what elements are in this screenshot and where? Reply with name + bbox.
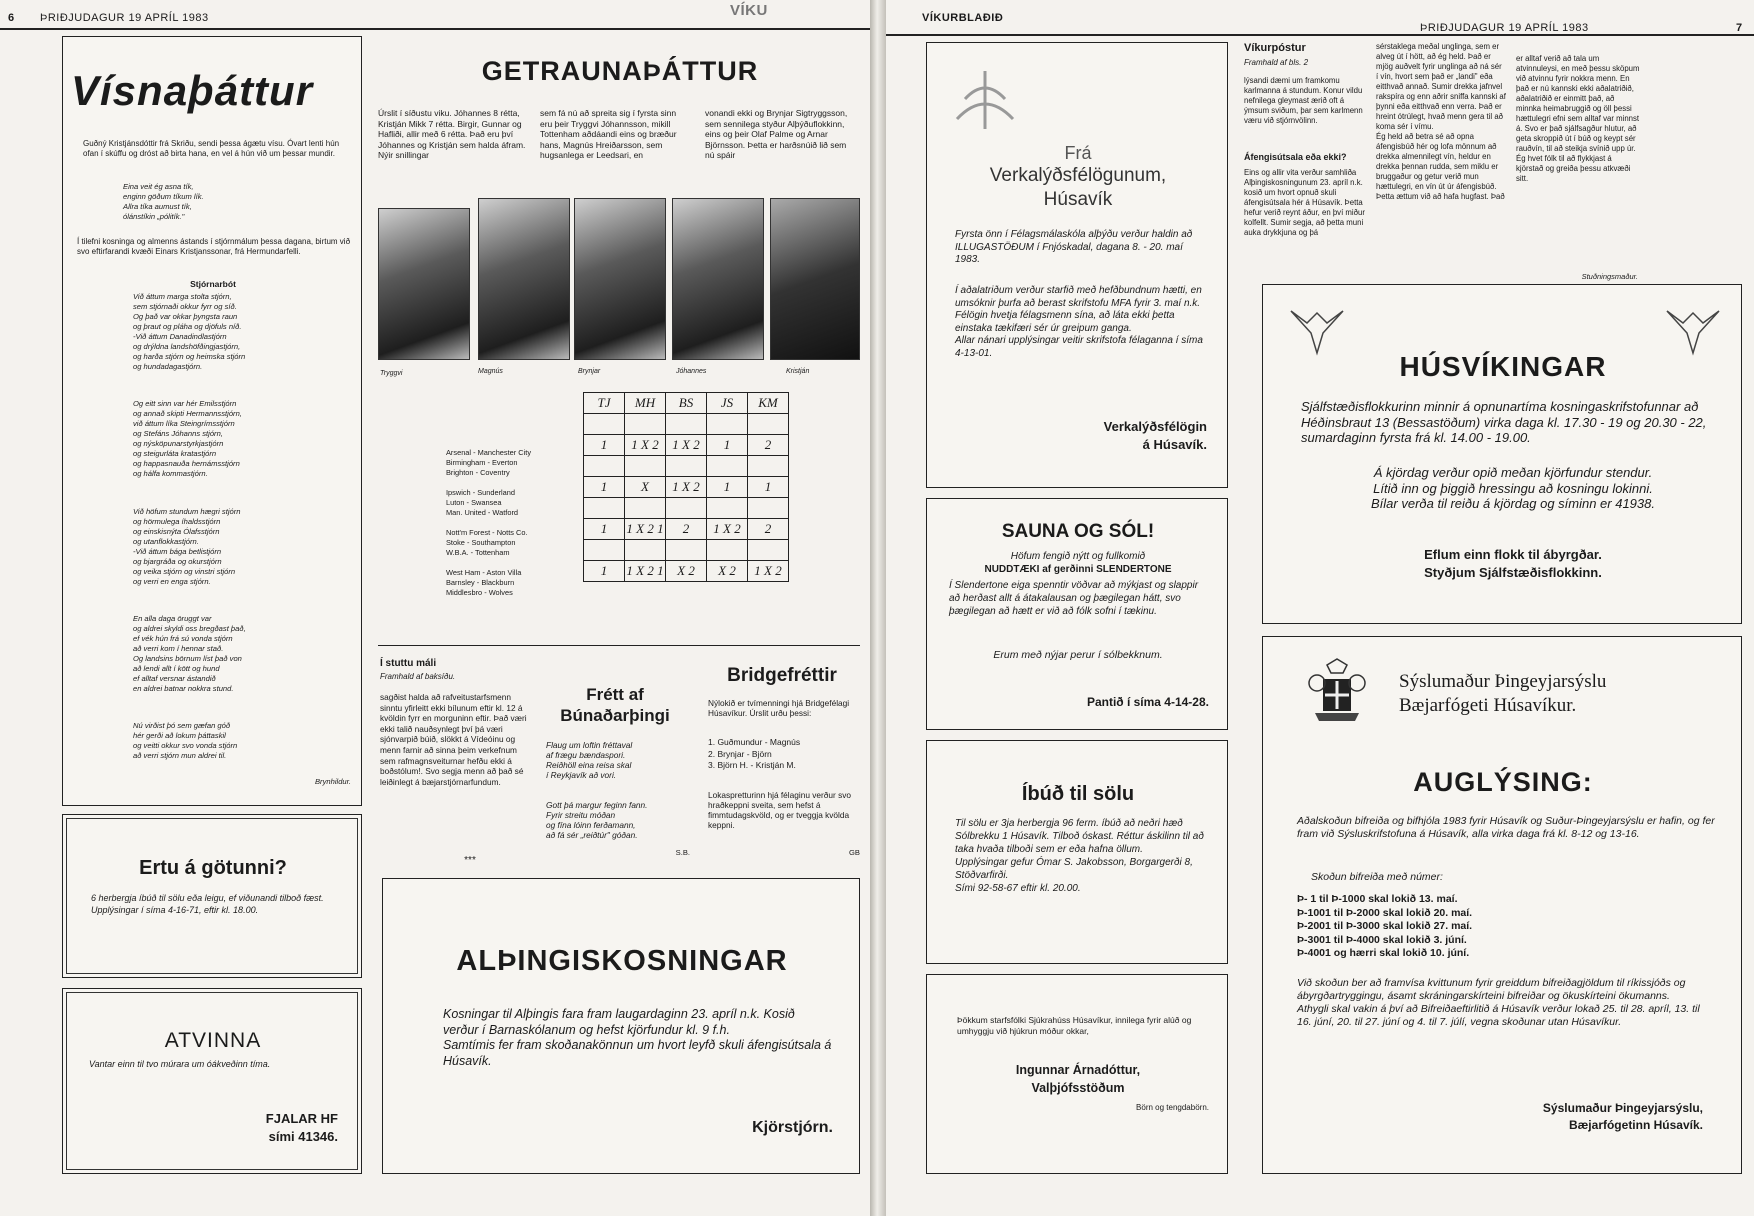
pick-cell: 1 [584, 477, 625, 498]
pick-cell: 1 [707, 435, 748, 456]
picks-header-cell: JS [707, 393, 748, 414]
husvikingar-body: Sjálfstæðisflokkurinn minnir á opnunartíma kosningaskrifstofunnar að Héðinsbraut 13 (Bessastöðum) virka daga kl. 17.30 - 19 og 20.30 - 22, sumardaginn fyrsta frá kl. 14.00 - 19.00. [1301, 399, 1707, 445]
poem-stanza-1: Við áttum marga stolta stjórn, sem stjórnaði okkur fyrr og síð. Og það var okkar þyngsta raun og þraut og pláha og djöfuls níð. -Við áttum Danadindlastjórn og drýldna landshöfðingjastjórn, og harða stjórn og heimska stjórn og hundadagastjórn. [133, 292, 246, 371]
match-item: Nott'm Forest - Notts Co. [446, 528, 528, 537]
coat-of-arms-icon [1307, 657, 1367, 727]
visnathattur-signature: Brynhildur. [314, 777, 351, 786]
getraun-col-1: Úrslit í síðustu viku. Jóhannes 8 rétta, Kristján Mikk 7 rétta. Birgir, Gunnar og Hafliði, allir með 6 rétta. Það eru því Jóhannes og Kristján sem halda áfram. Nýir snillingar [378, 108, 526, 160]
verkalyds-box [926, 42, 1228, 488]
syslu-box [1262, 636, 1742, 1174]
vikurpostur-body-1: lýsandi dæmi um framkomu karlmanna á stundum. Konur vildu nefnilega gleymast ærið oft á ýmsum sviðum, þar sem karlmenn væru við stjórnvölinn. [1244, 76, 1363, 125]
atvinna-body: Vantar einn til tvo múrara um óákveðinn tíma. [89, 1059, 271, 1069]
match-item: Middlesbro - Wolves [446, 588, 513, 597]
match-item: Birmingham - Everton [446, 458, 518, 467]
sauna-title: SAUNA OG SÓL! [1001, 521, 1155, 542]
thanks-sign: Börn og tengdabörn. [1136, 1103, 1209, 1112]
sauna-body-4: Erum með nýjar perur í sólbekknum. [993, 649, 1163, 661]
sauna-body-2: NUDDTÆKI af gerðinni SLENDERTONE [984, 564, 1172, 575]
photo-magnus [478, 198, 570, 360]
sauna-sign: Pantið í síma 4-14-28. [1086, 695, 1209, 709]
syslu-title: AUGLÝSING: [1413, 767, 1593, 797]
bunadar-sign: S.B. [675, 848, 690, 857]
bridge-body: Nýlokið er tvímenningi hjá Bridgefélagi Húsavíkur. Úrslit urðu þessi: [708, 698, 850, 718]
header-rule-left [0, 28, 870, 30]
caption-magnus: Magnús [478, 368, 503, 375]
bridge-title: Bridgefréttir [727, 665, 837, 686]
ibud-title: Íbúð til sölu [1021, 783, 1135, 805]
visnathattur-box [62, 36, 362, 806]
photo-kristjan [770, 198, 860, 360]
pick-cell: 1 X 2 [748, 561, 789, 582]
atvinna-title: ATVINNA [164, 1029, 262, 1052]
verkalyds-sign-2: á Húsavík. [1142, 437, 1207, 452]
poem-stanza-2: Og eitt sinn var hér Emilsstjórn og annað skipti Hermannsstjórn, við áttum líka Steingrímsstjórn og Stefáns Jóhanns stjórn, og nýsköpunarstyrkjastjórn og steigurláta kratastjórn og happasnauða hernámsstjórn og hálfa kommastjórn. [133, 399, 242, 478]
syslu-body-2: Við skoðun ber að framvísa kvittunum fyrir greiddum bifreiðagjöldum til ríkissjóðs og ábyrgðartryggingu, ásamt skráningarskírteini bifreiðar og ökuskírteini ökumanns. Athygli skal vakin á því að Bifreiðaeftirlitið á Húsavík verður lokað 25. til 28. apríl, 13. til 16. júní, 20. til 27. júní og 4. til 7. júlí, vegna skoðunar utan Húsavíkur. [1297, 977, 1700, 1028]
husvikingar-title: HÚSVÍKINGAR [1399, 351, 1607, 382]
ibud-body: Til sölu er 3ja herbergja 96 ferm. íbúð að neðri hæð Sólbrekku 1 Húsavík. Tilboð óskast. Réttur áskilinn til að taka hvaða tilboði sem er eða hafna öllum. Upplýsingar gefur Ómar S. Jakobsson, Borgargerði 8, Stöðvarfirði. Sími 92-58-67 eftir kl. 20.00. [955, 818, 1204, 894]
poem-title: Stjórnarbót [190, 279, 236, 289]
pick-cell: 1 X 2 [625, 435, 666, 456]
picks-header-cell: MH [625, 393, 666, 414]
picks-row [584, 498, 789, 519]
verkalyds-title-2: Verkalýðsfélögunum, [989, 165, 1167, 186]
husvikingar-sign-2: Styðjum Sjálfstæðisflokkinn. [1424, 565, 1602, 580]
syslu-sign-1: Sýslumaður Þingeyjarsýslu, [1542, 1101, 1703, 1115]
pick-cell: 1 [707, 477, 748, 498]
match-item: Stoke - Southampton [446, 538, 516, 547]
right-page [886, 0, 1754, 1216]
date-right: ÞRIÐJUDAGUR 19 APRÍL 1983 [1420, 22, 1589, 34]
pick-cell: 2 [666, 519, 707, 540]
althingis-sign: Kjörstjórn. [752, 1119, 833, 1136]
picks-row [584, 561, 789, 582]
verkalyds-body-2: Í aðalatriðum verður starfið með hefðbundnum hætti, en umsóknir þurfa að berast skrifstofu MFA fyrir 3. maí n.k. Félögin hvetja félagsmenn sína, að láta ekki þetta einstaka tækifæri sér úr greipum ganga. Allar nánari upplýsingar veitir skrifstofa félaganna í síma 4-13-01. [955, 285, 1203, 359]
syslu-deadline: Þ-2001 til Þ-3000 skal lokið 27. maí. [1297, 920, 1473, 932]
ertu-body: 6 herbergja íbúð til sölu eða leigu, ef viðunandi tilboð fæst. Upplýsingar í síma 4-16-71, eftir kl. 18.00. [91, 893, 324, 915]
stuttu-body: sagðist halda að rafveitustarfsmenn sinntu yfirleitt ekki bílunum eftir kl. 12 á kvöldin fyrr en morguninn eftir. Það væri ekki talið nauðsynlegt því þá væri sjónvarpið búið, slökkt á Vídeóinu og menn farnir að sinna þeim verkefnum sem rafmagnsveiturnar hefðu ekki á boðstólum!. Svo segja menn að það sé leiðinlegt á bæjarstjórnarfundum. [380, 692, 527, 787]
picks-row [584, 477, 789, 498]
match-group-3 [446, 528, 586, 558]
match-item: Man. United - Watford [446, 508, 519, 517]
syslu-deadline: Þ-3001 til Þ-4000 skal lokið 3. júní. [1297, 933, 1467, 946]
althingis-title: ALÞINGISKOSNINGAR [456, 945, 788, 977]
visnathattur-intro: Guðný Kristjánsdóttir frá Skriðu, sendi þessa ágætu vísu. Óvart lenti hún ofan í skúffu og dróst að birta hana, en vel á hún við um þessar mundir. [83, 139, 340, 158]
atvinna-sign-1: FJALAR HF [265, 1111, 338, 1126]
sauna-body-1: Höfum fengið nýtt og fullkomið [1010, 551, 1146, 562]
poem-stanza-4: En alla daga öruggt var og aldrei skyldi oss bregðast það, ef vék hún frá sú vonda stjórn að verri kom í hennar stað. Og landsins börnum líst það von að lendi allt í kött og hund ef alltaf versnar ástandið en aldrei batnar nokkra stund. [133, 614, 246, 693]
poem-stanza-3: Við höfum stundum hægri stjórn og hörmulega íhaldsstjórn og einskisnýta Ólafsstjórn og utanflokkastjórn. -Við áttum bága betlistjórn og bjargráða og okurstjórn og veika stjórn og vinstri stjórn og verri en enga stjórn. [133, 507, 241, 586]
visnathattur-title: Vísnaþáttur [71, 67, 314, 114]
picks-header-cell: TJ [584, 393, 625, 414]
match-item: Brighton - Coventry [446, 468, 510, 477]
sauna-box [926, 498, 1228, 730]
match-group-1 [446, 448, 586, 478]
husvikingar-box [1262, 284, 1742, 624]
caption-kristjan: Kristján [786, 368, 810, 375]
match-group-4 [446, 568, 586, 598]
picks-table [583, 392, 789, 582]
ertu-box [62, 814, 362, 978]
ibud-box [926, 740, 1228, 964]
match-item: Luton - Swansea [446, 498, 502, 507]
bridge-result: 1. Guðmundur - Magnús [708, 737, 801, 747]
pick-cell: 1 X 2 [666, 477, 707, 498]
section-rule [378, 645, 860, 646]
pick-cell: 2 [748, 435, 789, 456]
syslu-sign-2: Bæjarfógetinn Húsavík. [1568, 1118, 1703, 1132]
syslu-deadline: Þ-1001 til Þ-2000 skal lokið 20. maí. [1297, 906, 1473, 919]
getraun-col-3: vonandi ekki og Brynjar Sigtryggsson, sem sennilega styður Alþýðuflokkinn, eins og þeir Olaf Palme og Arnar Björnsson. Þetta er harðsnúið lið sem nú spáir [705, 108, 848, 160]
caption-tryggvi: Tryggvi [380, 370, 403, 377]
vikurpostur-sign: Stuðningsmaður. [1581, 272, 1638, 281]
picks-row [584, 540, 789, 561]
picks-row [584, 519, 789, 540]
sauna-body-3: Í Slendertone eiga spenntir vöðvar að mýkjast og slappir að herðast allt á átakalausan og þægilegan hátt, svo þægilegan að hætt er við að fólk sofni í tækinu. [949, 580, 1199, 617]
page-number-right: 7 [1736, 22, 1743, 34]
match-group-2 [446, 488, 586, 518]
date-left: ÞRIÐJUDAGUR 19 APRÍL 1983 [40, 12, 209, 24]
match-item: W.B.A. - Tottenham [446, 548, 510, 557]
syslu-deadline: Þ-4001 og hærri skal lokið 10. júní. [1297, 947, 1470, 959]
getraun-title: GETRAUNAÞÁTTUR [481, 56, 759, 86]
match-item: West Ham - Aston Villa [446, 568, 522, 577]
masthead-partial: VÍKU [730, 2, 768, 19]
photo-brynjar [574, 198, 666, 360]
picks-header-cell: KM [748, 393, 789, 414]
bunadar-verse-2: Gott þá margur feginn fann. Fyrir streitu móðan og fína lóinn ferðamann, að fá sér „reiðtúr" góðan. [546, 800, 648, 840]
pick-cell: X 2 [707, 561, 748, 582]
match-item: Barnsley - Blackburn [446, 578, 515, 587]
atvinna-box [62, 988, 362, 1174]
vikurpostur-subhead: Áfengisútsala eða ekki? [1244, 152, 1347, 162]
match-list [446, 448, 586, 598]
husvikingar-sign-1: Eflum einn flokk til ábyrgðar. [1424, 547, 1602, 562]
syslu-body: Aðalskoðun bifreiða og bifhjóla 1983 fyrir Húsavík og Suður-Þingeyjarsýslu er hafin, og fer fram við Sýsluskrifstofuna á Húsavík, alla virka daga frá kl. 8-12 og 13-16. [1297, 815, 1715, 840]
pick-cell: 1 X 2 1 [625, 561, 666, 582]
verkalyds-logo-icon [945, 59, 1025, 141]
pick-cell: 1 [584, 435, 625, 456]
bridge-sign: GB [849, 848, 860, 857]
pick-cell: 1 X 2 [707, 519, 748, 540]
pick-cell: X [625, 477, 666, 498]
syslu-deadline: Þ- 1 til Þ-1000 skal lokið 13. maí. [1297, 893, 1458, 905]
picks-header-row [584, 393, 789, 414]
visnathattur-intro-2: Í tilefni kosninga og almenns ástands í stjórnmálum þessa dagana, birtum við svo eftirfarandi kvæði Einars Kristjanssonar, frá Hermundarfelli. [77, 237, 351, 256]
pick-cell: 1 X 2 1 [625, 519, 666, 540]
masthead: VÍKURBLAÐIÐ [922, 12, 1004, 24]
ertu-title: Ertu á götunni? [139, 857, 287, 879]
thanks-name-1: Ingunnar Árnadóttur, [1015, 1063, 1141, 1077]
bridge-body-2: Lokaspretturinn hjá félaginu verður svo hraðkeppni sveita, sem hefst á fimmtudagskvöld, og er tveggja kvölda keppni. [708, 790, 851, 830]
header-rule-right [886, 34, 1754, 36]
pick-cell: 1 [584, 561, 625, 582]
bridge-results [708, 737, 858, 772]
bridge-result: 3. Björn H. - Kristján M. [708, 760, 796, 770]
pick-cell: 1 X 2 [666, 435, 707, 456]
picks-row [584, 456, 789, 477]
picks-row [584, 414, 789, 435]
photo-johannes [672, 198, 764, 360]
picks-row [584, 435, 789, 456]
pick-cell: X 2 [666, 561, 707, 582]
caption-brynjar: Brynjar [578, 368, 601, 375]
bridge-result: 2. Brynjar - Björn [708, 748, 772, 759]
caption-johannes: Jóhannes [676, 368, 707, 375]
syslu-sub: Skoðun bifreiða með númer: [1311, 871, 1443, 883]
thanks-body: Þökkum starfsfólki Sjúkrahúss Húsavíkur, innilega fyrir alúð og umhyggju við hjúkrun móður okkar, [957, 1015, 1192, 1036]
verkalyds-title-3: Húsavík [1043, 189, 1113, 210]
syslu-deadlines [1297, 893, 1472, 961]
bunadar-verse-1: Flaug um loftin fréttaval af frægu bændaspori. Reiðhöll eina reisa skal í Reykjavík að vori. [546, 740, 633, 780]
page-gutter [870, 0, 886, 1216]
left-page [0, 0, 870, 1216]
pick-cell: 1 [748, 477, 789, 498]
page-number-left: 6 [8, 12, 15, 24]
thanks-box [926, 974, 1228, 1174]
thanks-name-2: Valþjófsstöðum [1031, 1081, 1125, 1095]
match-item: Arsenal - Manchester City [446, 448, 532, 457]
getraun-col-2: sem fá nú að spreita sig í fyrsta sinn eru þeir Tryggvi Jóhannsson, mikill Tottenham aðdáandi eins og bræður hans, Magnús Hreiðarsson, sem hugsanlega er Leedsari, en [540, 108, 677, 160]
photo-tryggvi [378, 208, 470, 360]
pick-cell: 2 [748, 519, 789, 540]
syslu-head-1: Sýslumaður Þingeyjarsýslu [1399, 671, 1607, 692]
stuttu-stars: *** [464, 855, 476, 866]
vikurpostur-body-3: sérstaklega meðal unglinga, sem er alveg út í hött, að ég held. Það er mjög auðvelt fyrir unglinga að ná sér í vín, hvort sem það er „landi" eða eitthvað annað. Sumir drekka jafnvel rakspíra og enn aðrir sniffa kannski af þynni eða eitthvað enn verra. Það er hreint ótrúlegt, hvað menn gera til að koma sér í vímu. Ég held að betra sé að opna áfengisbúð hér og lofa mönnum að drekka almennilegt vín, heldur en drekka þennan rudda, sem miklu er bruggaður og getur verið mun hættulegri, en vín út úr áfengisbúð. Þetta ættum við að hafa hugfast. Það [1376, 42, 1506, 201]
match-item: Ipswich - Sunderland [446, 488, 516, 497]
vikurpostur-body-4: er alltaf verið að tala um atvinnuleysi, en með þessu sköpum við atvinnu fyrir nokkra menn. En það er nú kannski ekki aðalatriðið, aðalatriðið er einmitt það, að minnka heimabruggið og öll þessi hættulegri efni sem alltaf var minnst á. Svo er það sjálfsagður hlutur, að geta skroppið út í búð og keypt sér rauðvín, til að steikja svínið upp úr. Ég hvet fólk til að flykkjast á kjörstað og greiða þessu atkvæði sitt. [1516, 54, 1640, 183]
verkalyds-sign-1: Verkalýðsfélögin [1103, 419, 1207, 434]
althingis-body: Kosningar til Alþingis fara fram laugardaginn 23. apríl n.k. Kosið verður í Barnaskólanum og hefst kjörfundur kl. 9 f.h. Samtímis fer fram skoðanakönnun um hvort leyfð skuli áfengisútsala á Húsavík. [443, 1007, 832, 1068]
vikurpostur-sub: Framhald af bls. 2 [1244, 58, 1309, 67]
atvinna-sign-2: sími 41346. [268, 1129, 338, 1144]
verkalyds-title-1: Frá [1064, 143, 1092, 163]
vikurpostur-title: Víkurpóstur [1244, 42, 1306, 54]
picks-header-cell: BS [666, 393, 707, 414]
stuttu-sub: Framhald af baksíðu. [380, 672, 456, 681]
althingis-box [382, 878, 860, 1174]
verse-1: Eina veit ég asna tík, enginn göðum tíkum lík. Allra tíka aumust tík, ólánstíkin „pólitík." [123, 182, 204, 221]
verkalyds-body: Fyrsta önn í Félagsmálaskóla alþýðu verður haldin að ILLUGASTÖÐUM í Fnjóskadal, dagana 8. - 20. maí 1983. [955, 229, 1193, 265]
husvikingar-body-2: Á kjördag verður opið meðan kjörfundur stendur. Lítið inn og þiggið hressingu að kosningu lokinni. Bílar verða til reiðu á kjördag og síminn er 41938. [1371, 465, 1655, 511]
syslu-head-2: Bæjarfógeti Húsavíkur. [1399, 695, 1577, 716]
pick-cell: 1 [584, 519, 625, 540]
poem-stanza-5: Nú virðist þó sem gæfan góð hér gerði að lokum þáttaskil og veitti okkur svo vonda stjórn að verri stjórn mun aldrei til. [133, 721, 238, 760]
vikurpostur-body-2: Eins og allir vita verður samhliða Alþingiskosningunum 23. apríl n.k. kosið um hvort opnuð skuli áfengisútsala hér á Húsavík. Þetta hefur verið reynt áður, en því miður kolfellt. Sumir segja, að þetta muni auka drykkjuna og þá [1244, 168, 1365, 237]
stuttu-title: Í stuttu máli [380, 658, 437, 669]
bunadar-title: Frétt af Búnaðarþingi [560, 685, 670, 725]
